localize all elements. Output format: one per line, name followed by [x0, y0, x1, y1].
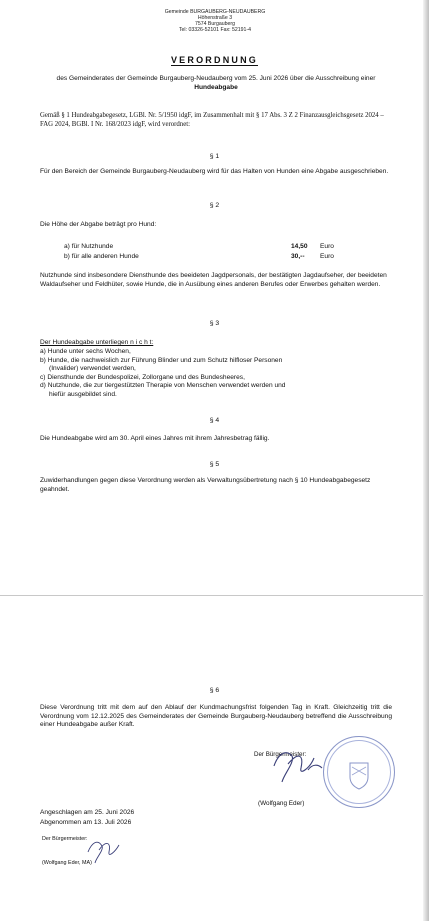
section-1-text: Für den Bereich der Gemeinde Burgauberg-Neudauberg wird für das Halten von Hunden eine Abgabe ausgeschrieben.: [40, 168, 389, 175]
section-4-text: Die Hundeabgabe wird am 30. April eines Jahres mit ihrem Jahresbetrag fällig.: [40, 435, 270, 442]
letterhead-line: Gemeinde BURGAUBERG-NEUDAUBERG: [164, 9, 266, 15]
section-5-text: Zuwiderhandlungen gegen diese Verordnung werden als Verwaltungsübertretung nach § 10 Hundeabgabegesetz geahndet.: [40, 477, 371, 493]
section-heading-2: § 2: [209, 202, 220, 209]
fee-unit: Euro: [320, 243, 334, 250]
section-2-note: Nutzhunde sind insbesondere Diensthunde des beeideten Jagdpersonals, der bestätigten Jagdaufseher, der beeideten Waldaufseher und Feldhüter, sowie Hunde, die in Ausübung eines anderen Berufes oder Erwerbes gehalten werden.: [40, 272, 387, 288]
letterhead-line: 7574 Burgauberg: [194, 21, 236, 27]
section-6-text: Diese Verordnung tritt mit dem auf den Ablauf der Kundmachungsfrist folgenden Tag in Kraft. Gleichzeitig tritt die Verordnung vom 12.12.2025 des Gemeinderates der Gemeinde Burgauberg-Neudauberg betreffend die Ausschreibung einer Hundeabgabe außer Kraft.: [40, 704, 392, 728]
stamp-emblem-icon: [324, 737, 394, 807]
document-title: VERORDNUNG: [170, 55, 258, 65]
intro-text: des Gemeinderates der Gemeinde Burgauberg-Neudauberg vom 25. Juni 2026 über die Ausschreibung einer Hundeabgabe: [56, 75, 376, 91]
section-3-list: [40, 348, 392, 399]
posting-signature-name: (Wolfgang Eder, MA): [42, 860, 92, 866]
fee-amount: 30,--: [291, 253, 305, 260]
window-edge: [423, 0, 429, 921]
fee-label: b) für alle anderen Hunde: [64, 253, 139, 260]
letterhead-line: Tel: 03326-52101 Fax: 52191-4: [178, 27, 252, 33]
document-page-2: [0, 604, 429, 921]
removed-date: Abgenommen am 13. Juli 2026: [40, 819, 132, 826]
list-item: hiefür ausgebildet sind.: [49, 390, 117, 398]
list-item: c) Diensthunde der Bundespolizei, Zollorgane und des Bundesheeres,: [40, 373, 245, 381]
letterhead: [140, 9, 290, 33]
fee-amount: 14,50: [291, 243, 308, 250]
official-stamp: [323, 736, 395, 808]
section-heading-4: § 4: [209, 417, 220, 424]
section-heading-5: § 5: [209, 461, 220, 468]
fee-label: a) für Nutzhunde: [64, 243, 114, 250]
page-break: [0, 595, 429, 604]
list-item: b) Hunde, die nachweislich zur Führung Blinder und zum Schutz hilfloser Personen: [40, 356, 283, 364]
signature-scribble: [268, 744, 328, 789]
section-3-intro: Der Hundeabgabe unterliegen n i c h t:: [40, 339, 154, 346]
list-item: d) Nutzhunde, die zur tiergestützten Therapie von Menschen verwendet werden und: [40, 382, 286, 389]
section-heading-3: § 3: [209, 320, 220, 327]
posted-date: Angeschlagen am 25. Juni 2026: [40, 809, 135, 816]
section-heading-6: § 6: [209, 687, 220, 694]
legal-basis: Gemäß § 1 Hundeabgabegesetz, LGBl. Nr. 5/1950 idgF, im Zusammenhalt mit § 17 Abs. 3 Z 2 Finanzausgleichsgesetz 2024 – FAG 2024, BGBl. I Nr. 168/2023 idgF, wird verordnet:: [40, 112, 384, 128]
fee-unit: Euro: [320, 253, 334, 260]
section-heading-1: § 1: [209, 153, 220, 160]
signature-name: (Wolfgang Eder): [258, 800, 305, 807]
section-2-intro: Die Höhe der Abgabe beträgt pro Hund:: [40, 221, 157, 228]
posting-signature-role: Der Bürgermeister:: [42, 836, 88, 842]
list-item: (Invalider) verwendet werden,: [49, 365, 136, 372]
letterhead-line: Höhenstraße 3: [197, 15, 233, 21]
list-item: a) Hunde unter sechs Wochen,: [40, 348, 131, 355]
signature-role: Der Bürgermeister:: [254, 751, 307, 758]
